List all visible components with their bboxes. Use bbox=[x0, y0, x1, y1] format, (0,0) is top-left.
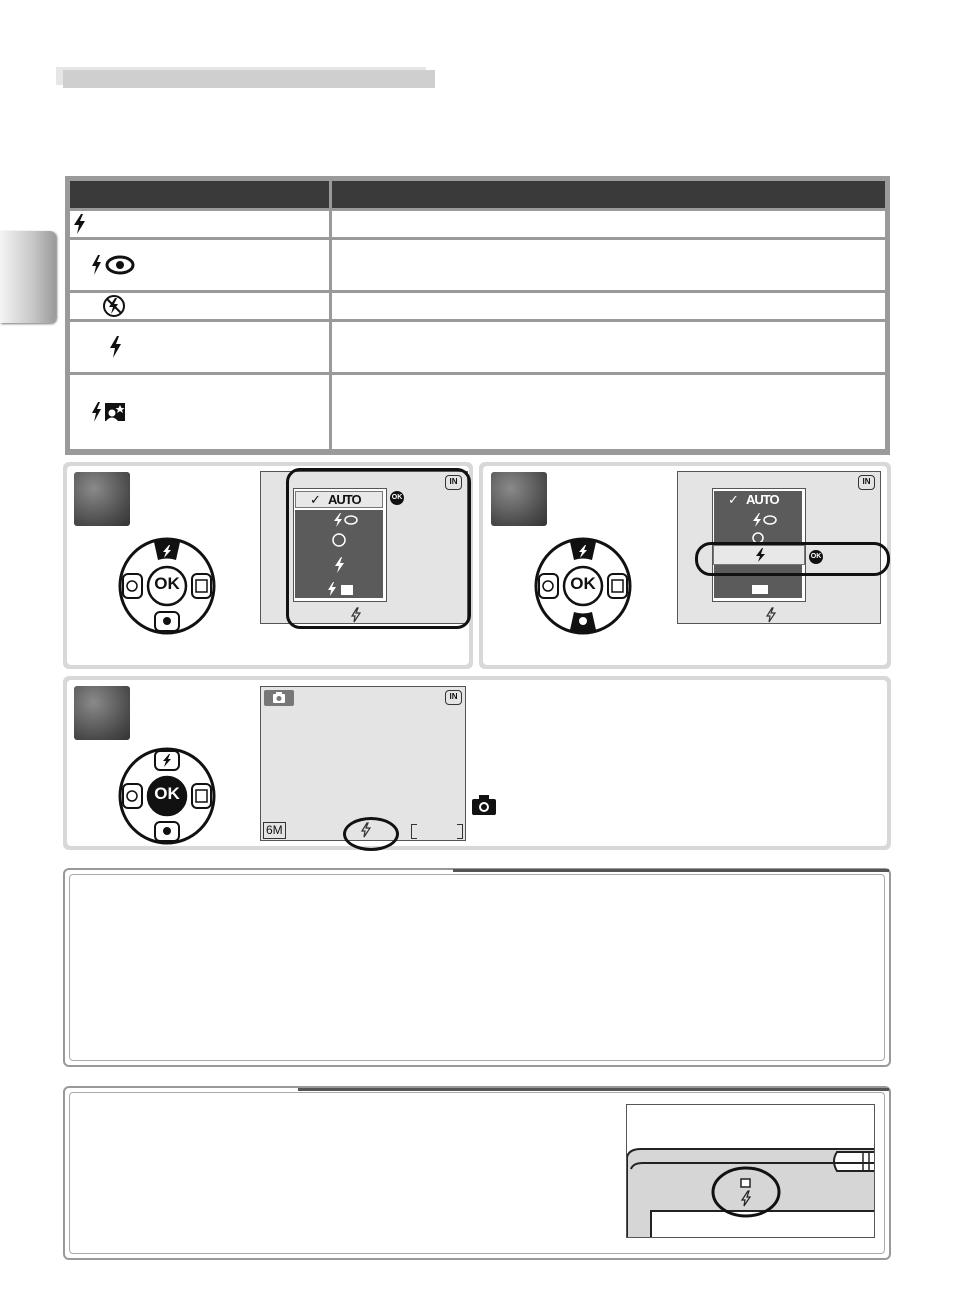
table-header bbox=[70, 181, 885, 208]
note-title-rule bbox=[298, 1088, 889, 1091]
header-description bbox=[332, 181, 885, 208]
step-3-panel bbox=[63, 676, 891, 850]
image-size-indicator: 6M bbox=[263, 822, 286, 839]
step-1-panel bbox=[63, 462, 473, 669]
camera-back-illustration bbox=[626, 1104, 875, 1238]
camera-icon bbox=[471, 794, 497, 816]
flash-mode-table bbox=[65, 176, 890, 455]
step-3-badge bbox=[74, 686, 130, 740]
section-heading bbox=[63, 70, 435, 88]
flash-slow-sync-icon bbox=[90, 400, 130, 424]
menu-item-auto[interactable]: ✓ AUTO bbox=[295, 491, 383, 508]
menu-callout bbox=[695, 542, 890, 576]
table-row-fill-flash bbox=[70, 322, 885, 372]
ok-badge: OK bbox=[390, 491, 404, 505]
exposure-count-bracket bbox=[411, 824, 463, 839]
flash-menu-options[interactable]: ✓ AUTO bbox=[714, 491, 802, 598]
step-2-panel bbox=[479, 462, 891, 669]
note-box-1 bbox=[63, 868, 891, 1067]
ok-button-label: OK bbox=[154, 784, 180, 803]
header-option bbox=[70, 181, 329, 208]
camera-mode-icon bbox=[264, 690, 294, 706]
table-row-slow-sync bbox=[70, 375, 885, 449]
flash-red-eye-icon bbox=[90, 253, 136, 277]
note-title-rule bbox=[453, 869, 889, 872]
flash-off-icon bbox=[102, 294, 126, 318]
ok-button-label: OK bbox=[154, 574, 180, 593]
flash-icon bbox=[108, 335, 124, 359]
internal-memory-icon: IN bbox=[445, 690, 462, 705]
internal-memory-icon: IN bbox=[445, 475, 462, 490]
menu-callout bbox=[286, 468, 471, 629]
ok-button-label: OK bbox=[570, 574, 596, 593]
step-1-badge bbox=[74, 472, 130, 526]
table-row-off bbox=[70, 293, 885, 319]
ok-badge: OK bbox=[809, 550, 823, 564]
flash-indicator-callout bbox=[343, 817, 399, 851]
internal-memory-icon: IN bbox=[858, 475, 875, 490]
table-row-auto bbox=[70, 211, 885, 237]
flash-icon bbox=[72, 213, 88, 235]
flash-indicator-icon bbox=[764, 607, 778, 623]
table-row-red-eye bbox=[70, 240, 885, 290]
chapter-tab[interactable] bbox=[0, 231, 56, 323]
step-2-badge bbox=[491, 472, 547, 526]
